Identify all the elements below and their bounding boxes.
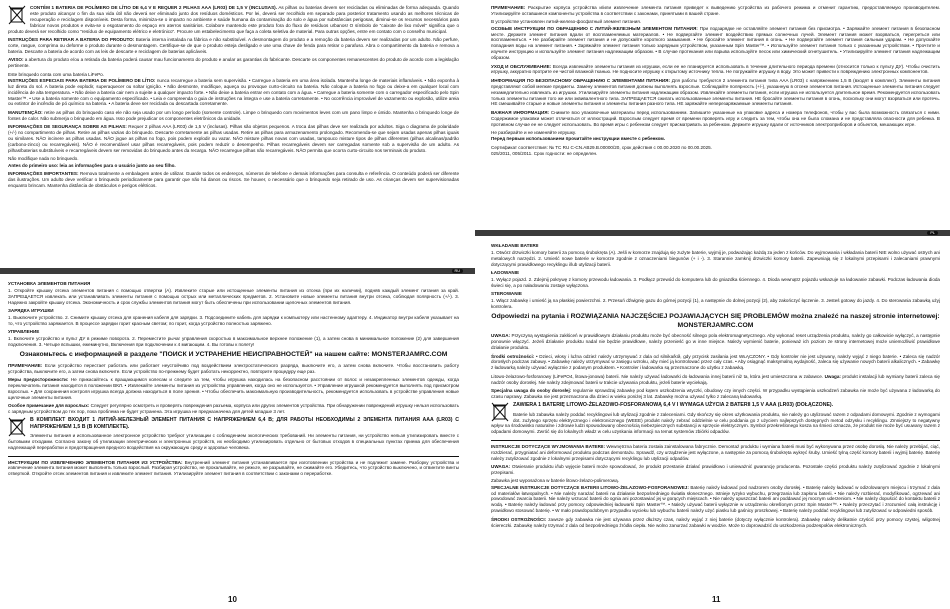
pt-batt-info-body: Requer 2 pilhas AAA (LR03) de 1,5 V (inclusas). Pilhas são objetos pequenos. A troca das pilhas deve ser realizada por adultos. Siga o diagrama de polaridade (+/-) no compartimento de pilhas. Retire as pilhas vazias do brinquedo. Descarte corretamente as pilhas usadas. Retire as pilhas para armazenamento prolongado. Recomenda-se que sejam usadas apenas pilhas iguais ou similares. NÃO incinere as pilhas usadas. NÃO jogue as pilhas no fogo, pois podem explodir ou vazar. NÃO misture pilhas novas com usadas, tampouco misture tipos de pilhas diferentes (pilhas alcalinas/padrão (carbono-zinco) ou recarregáveis). NÃO é recomendável usar pilhas recarregáveis, pois podem reduzir o desempenho. Pilhas recarregáveis devem ser carregadas somente sob a supervisão de um adulto. As pilhas/baterias substituíveis e recarregáveis devem ser removidas do brinquedo antes da recarga. NÃO recarregue pilhas não recarregáveis. NÃO permita que ocorra curto-circuito nos terminais do produto. [8, 124, 459, 153]
ru-care-title: УХОД И ОБСЛУЖИВАНИЕ: [491, 63, 552, 69]
ru-cert: Сертификат соответствия: № ТС RU C-CN.AB29.B.00000/20, срок действия с 00.00.2020 по 00.00.2025. [491, 144, 712, 150]
ru-extract-body: Внутренний элемент питания устанавливается при изготовлении устройства и не подлежит замене. Разборку устройства и извлечение элемента питания может выполнять только взрослый. Разбирая устройство, не прокалывайте, не режьте, не разрывайте, не сжимайте его. Убедитесь, что устройство выключено, и отвинтите винты отверткой. Откройте отсек элементов питания и извлеките элемент питания. Утилизируйте элемент питания в соответствии с законами о переработке. [8, 459, 459, 477]
section-tab-pl: PL [927, 231, 938, 235]
ru-lithium-box [8, 417, 459, 456]
pl-special-title: Specjalna uwaga do osoby dorosłej: [491, 388, 572, 394]
pl-box-body: Baterie lub zabawka należy poddać recyklingowi lub utylizacji zgodnie z zaleceniami. Gdy skończy się okres użytkowania produktu, nie należy go utylizować razem z odpadami domowymi. Zgodnie z wymogami dot. zużytego sprzętu elektrycznego i elektronicznego (WEEE) produkt należy zebrać oddzielnie w celu poddania go z użyciem najlepszych dostępnych metod odzysku i recyklingu. Zmniejszy to negatywny wpływ na środowisko naturalne i zdrowie ludzi spowodowany obecnością niebezpiecznych substancji w sprzęcie elektrycznym. Symbol przekreślonego kosza na śmieci oznacza, że produkt nie może być usuwany razem z odpadami domowymi. Zwróć się do lokalnych władz w celu uzyskania informacji na temat systemów zbiórki odpadów. [491, 411, 940, 435]
pl-insert-body: 1. Otwórz drzwiczki komory baterii za pomocą śrubokręta (A). Jeśli w komorze znajdują się zużyte baterie, wyjmij je, podważając każdą za jeden z końców. Do wyjmowania i wkładania baterii NIE wolno używać ostrych ani metalowych narzędzi. 2. Umieść nowe baterie w komorze zgodnie z oznaczeniami biegunów (+ i -). 3. Starannie zamknij drzwiczki komory baterii. Zapewniają się z lokalnymi przepisami i zalecaniami prawnymi dotyczącymi prawidłowego recyklingu i/lub utylizacji baterii. [491, 249, 940, 267]
ru-section [8, 279, 459, 480]
pl-note-body: Przyczyną wystąpienia zakłóceń w prawidłowym działaniu produktu może być obecność silnego pola elektromagnetycznego. Aby wykonać reset urządzenia produktu, należy go całkowicie wyłączyć, a następnie ponownie włączyć. Jeżeli działanie produktu nadal nie będzie prawidłowe, należy przenieść go w inne miejsce. Należy wymienić baterie, ponieważ ich poziom ze strony internetowej może uniemożliwić prawidłowe działanie produktu. [491, 333, 941, 351]
pl-section [491, 241, 940, 531]
pt-intro-title: CONTÉM 1 BATERIA DE POLÍMERO DE LÍTIO DE 6,4 V E REQUER 2 PILHAS AAA (LR03) DE 1,5 V (INCLUSAS). [30, 5, 277, 10]
ru-lithium-body: Элементы питания и использованное электронное устройство требуют утилизации с соблюдением экологических требований. Ни элементы питания, ни устройство нельзя утилизировать вместе с бытовыми отходами. Согласно закону об утилизации электрических и электронных устройств, их необходимо утилизировать отдельно от бытовых отходов в специальных пунктах приема для обеспечения надлежащей переработки и предотвращения вредного воздействия на окружающую среду и здоровье человека. [8, 433, 459, 451]
page-number-right: 11 [712, 594, 721, 604]
pt-intro-body: As pilhas ou baterias devem ser recicladas ou eliminadas de forma adequada. Quando este produto alcançar o fim da sua vida útil não deverá ser eliminado junto dos resíduos domésticos. Por lei, deverá ser recolhido em separado para posterior tratamento usando as melhores técnicas de recuperação e reciclagem disponíveis. Desta forma, minimiza-se o impacto no ambiente e saúde humana da contaminação do solo e água por substâncias perigosas, diminui-se os recursos necessários para fabricar novos produtos e evita-se o esgotamento do espaço em aterros sanitários. Colabore mantendo este produto fora do fluxo de resíduos urbanos! O símbolo de "caixote de lixo móvel" significa que o produto deverá ser recolhido como "resíduo de equipamento elétrico e eletrónico". Procure um estabelecimento que faça a coleta seletiva de material. Para outras opções, entre em contato com o conselho municipal. [8, 5, 459, 34]
pl-lfp-title: Uwaga: [824, 373, 841, 379]
pl-safety-title: Środki ostrożności: [491, 353, 535, 359]
ru-charge-title: ЗАРЯДКА ИГРУШКИ [8, 308, 54, 314]
ru-control-body: 1. Включите устройство и пульт ДУ в режиме поворота. 2. Переместите рычаг управления скоростью в максимальное верхнее положение (1), а затем снова в минимальное положение (2) для завершения подключения. 3. Четыре вспышки, ежеминутно, Включения при подключении к 4 мигающим. 4. Вы готовы к полету! [8, 336, 459, 348]
ru-dates: 025/2011, 005/2011. Срок годности: не определен. [491, 151, 598, 157]
wheelie-bin-icon [491, 402, 509, 422]
pl-lipo-body: Baterię należy ładować pod nadzorem osoby dorosłej. • Baterię należy ładować w odizolowanym miejscu i trzymać z dala od materiałów łatwopalnych. • Nie należy narażać baterii na działanie bezpośredniego światła słonecznego. Istnieje ryzyko wybuchu, przegrzania lub zapłonu baterii. • Nie należy rozbierać, modyfikować, ogrzewać ani powodować zwarcia baterii. Nie należy wrzucać baterii do ognia ani pozostawiać jej w gorących miejscach. • Nie należy upuszczać baterii ani poddawać jej mocnym uderzeniom. • Nie należy dopuścić do kontaktu baterii z wodą. • Baterię należy ładować przy pomocy odpowiedniej ładowarki Spin Master™. • Należy używać baterii wyłącznie w urządzeniu określonym przez Spin Master™. • Należy przeczytać i zrozumieć całą instrukcję i prawidłowo stosować baterię. • W mało prawdopodobnym przypadku wycieku lub wybuchu baterii należy użyć piasku lub gaśnicy proszkowej. • Baterię należy poddać recyklingowi lub zutylizować w odpowiedni sposób. [491, 484, 940, 514]
ru-care-body: Всегда извлекайте элементы питания из игрушки, если ее не планируется использовать в течение длительного периода времени (относится только к пульту ДУ). Чтобы очистить игрушку, аккуратно протрите ее чистой влажной тканью. Не подносите игрушку к открытому источнику тепла. Не погружайте игрушку в воду. Это может привести к повреждению электронных компонентов. [491, 63, 940, 75]
pl-safety-body: • Dzieci, włosy i luźna odzież należy utrzymywać z dala od silnika/kół, gdy przycisk zasilania jest WŁĄCZONY. • Gdy kontroler nie jest używany, należy wyjąć z niego baterie. • Zaleca się nadzór dorosłych podczas zabawy. • Zabawkę należy utrzymywać w zasięgu wzroku, aby mieć ją kontrolować przez cały czas. • Aby osiągnąć maksymalną wydajność, zaleca się używanie nowych baterii alkalicznych. • Zabawkę z ładowarką należy używać wyłącznie z podanym produktem. • Kontroler i ładowarka są przeznaczone do użytku z zabawką. [491, 353, 940, 371]
pl-charge-body: 1. Wyłącz pojazd. 2. Zdejmij pokrywę z komory przewodu ładowania. 3. Podłącz przewód do komputera lub do gniazdka ściennego. 4. Dioda wewnątrz pojazdu wskazuje na ładowanie zabawki. Podczas ładowania dioda świeci się, a po naładowaniu zostaje wyłączona. [491, 276, 940, 288]
pl-steer-body: 1. Włącz zabawkę i umieść ją na płaskiej powierzchni. 2. Przesuń dźwignię gazu do górnej pozycji (1), a następnie do dolnej pozycji (2), aby zakończyć łączenie. 3. Jesteś gotowy do jazdy. 4. Do sterowania zabawką użyj kontrolera. [491, 298, 940, 310]
page-right [475, 0, 950, 609]
pt-maint-title: MANUTENÇÃO: [8, 109, 43, 115]
pl-box-title: ZAWIERA 1 BATERIĘ LITOWO-ŻELAZOWO-FOSFORANOWĄ 6,4 V I WYMAGA UŻYCIA 2 BATERII 1,5 V AAA (LR03) (DOŁĄCZONE). [513, 402, 834, 409]
pl-website-line: Odpowiedzi na pytania i ROZWIĄZANIA NAJCZĘŚCIEJ POJAWIAJĄCYCH SIĘ PROBLEMÓW można znaleźć na naszej stronie internetowej: MONSTERJAMRC.COM [491, 312, 940, 329]
ru-control-title: УПРАВЛЕНИЕ [8, 329, 40, 335]
pl-lfp-body: produkt instalacji lub wymiany baterii zaleca się nadzór osoby dorosłej. Nie należy zdejmować baterii w trakcie używania produktu, jeżeli baterie wyciekają. [491, 373, 940, 385]
pt-remove-body: Bateria interna instalada na fábrica e não substituível. A desmontagem do produto e a remoção da bateria devem ser realizadas por um adulto. Não perfure, corte, rasgue, comprima ou deforme o produto durante o desmontagem. Certifique-se de que o produto esteja desligado e use uma chave de fenda para retirar o parafuso. Abra o compartimento da bateria e remova a bateria. Descarte a bateria de acordo com as leis de descarte e reciclagem de baterias aplicáveis. [8, 36, 460, 54]
page-number-left: 10 [228, 594, 237, 604]
ru-contains: В устройстве установлен литий-железо-фосфатный элемент питания. [491, 19, 641, 25]
ru-extract-title: ИНСТРУКЦИИ ПО ИЗВЛЕЧЕНИЮ ЭЛЕМЕНТОВ ПИТАНИЯ ИЗ УСТРОЙСТВА: [8, 459, 183, 465]
ru-warn-body: Снимите всю упаковочные материалы перед использованием. Запишите указанные на упаковке адреса и номера телефонов, чтобы у вас была возможность связаться с ними. Содержимое упаковки может отличаться от иллюстраций. Взрослым следует время от времени проверять игру и следить за тем, чтобы она не была сломана и не представляла опасности для ребенка. В противном случае ее не следует использовать. Во время игры с ребенком следует присматривать за ребенком. Держите игрушку вдали от источников электроприборов и объектов, мешающих игре. [491, 109, 940, 127]
pl-care-title: ŚRODKI OSTROŻNOŚCI: [491, 516, 547, 522]
section-bar-ru [0, 268, 475, 274]
ru-adult-body: Следует регулярно осмотреть и проверять повреждения разъема, корпуса или других элементов устройства. При обнаружении повреждений игрушку нельзя использовать с зарядным устройством до тех пор, пока проблема не будет устранена. Эта игрушка не предназначена для детей младше 3 лет. [8, 403, 459, 414]
ru-lithium-title: В КОМПЛЕКТ ВХОДИТ 1 ЛИТИЙ-ЖЕЛЕЗНЫЙ ЭЛЕМЕНТ ПИТАНИЯ С НАПРЯЖЕНИЕМ 6,4 В; ДЛЯ РАБОТЫ НЕОБХОДИМЫ 2 ЭЛЕМЕНТА ПИТАНИЯ AAA (LR03) С НАПРЯЖЕНИЕМ 1,5 В (В КОМПЛЕКТЕ). [30, 417, 459, 431]
ru-install-body: 1. Откройте крышку отсека элементов питания с помощью отвертки (A). Извлеките старые или истощенные элементы питания из отсека (при их наличии), подняв каждый элемент питания за край. ЗАПРЕЩАЕТСЯ извлекать или устанавливать элементы питания с помощью острых или металлических предметов. 2. Установите новые элементы питания внутри отсека, соблюдая полярность (+/-). 3. Надежно закройте крышку отсека. Экономичность и срок службы элементов питания могут быть обеспечены при использовании щелочных элементов питания. [8, 287, 459, 305]
ru-safety-body: Не прикасайтесь к вращающимся колесам и следите за тем, чтобы игрушка находилась на безопасном расстоянии от волос и незакрепленных элементов одежды, когда переключатель питания находится в положении ВКЛ. • Извлекайте элементы питания из устройства управления, когда оно не используется. • Управление игрушкой рекомендуется выполнять под присмотром взрослых. • Для сохранения контроля игрушка всегда должна находиться в поле зрения. • Чтобы обеспечить максимальную производительность, рекомендуется использовать в устройстве управления новые щелочные элементы питания. [8, 376, 459, 400]
ru-special-title: ОСОБЫЕ ИНСТРУКЦИИ ПО ОБРАЩЕНИЮ С ЛИТИЙ-ЖЕЛЕЗНЫМ ЭЛЕМЕНТОМ ПИТАНИЯ: [491, 25, 698, 31]
pl-extract-body: Wewnętrzna bateria została zainstalowana fabrycznie. Demontaż produktu i wymiana baterii musi być wykonywana przez osobę dorosłą. Nie należy przebijać, ciąć, rozdzierać, przygniatać ani deformować produktu podczas demontażu. Sprawdź, czy urządzenie jest wyłączone, a następnie za pomocą śrubokręta wykręć śruby. Umieść tylną część komory baterii i wyjmij baterię. Baterię należy zutylizować zgodnie z lokalnymi przepisami dotyczącymi recyklingu lub utylizacji odpadów. [491, 443, 941, 461]
ru-note2-title: ПРИМЕЧАНИЕ: [491, 5, 526, 10]
ru-continued-section [491, 5, 940, 160]
pt-important-body: Remova totalmente a embalagem antes de utilizar. Guarde todos os endereços, números de telefone e demais informações para consulta e referência. O conteúdo poderá ser diferente das ilustrações. Um adulto deve verificar o brinquedo periodicamente para garantir que não há danos ou riscos. Se houver, o necessário que o brinquedo seja retirado de uso. As crianças devem ser supervisionadas enquanto brincam. Mantenha distância de obstáculos e perigos elétricos. [8, 171, 459, 188]
pt-first-use: Antes do primeiro uso: leia as informações para o usuário junto ao seu filho. [8, 162, 176, 168]
pl-extract-title: INSTRUKCJE DOTYCZĄCE WYJMOWANIA BATERII: [491, 443, 605, 449]
wheelie-bin-icon [8, 5, 26, 25]
pt-lipo-title: INSTRUÇÕES ESPECIAIS PARA BATERIA DE POLÍMERO DE LÍTIO: [8, 77, 156, 83]
ru-note-body: Если устройство перестает работать или работает неустойчиво под воздействием электростатического разряда, выключите его, а затем снова включите. Чтобы восстановить работу устройства, выключите его, а затем снова включите. Если устройство по-прежнему будет работать некорректно, повторите процедуру еще раз. [8, 362, 460, 374]
section-tab-ru: RU [452, 269, 463, 273]
ru-special-body: При подзарядке не оставляйте элемент питания без присмотра. • Заряжайте элемент питания в безопасном месте. Держите элемент питания вдали от воспламеняемых материалов. • Не подвергайте элемент воздействию прямых солнечных лучей. Элемент питания может взорваться, перегреться или воспламениться. • Не разбирайте элемент питания и не допускайте короткого замыкания. • Не бросайте элемент питания в огонь. • Не подвергайте элемент питания сильным ударам. • Не допускайте попадания воды на элемент питания. • Заряжайте элемент питания только зарядным устройством, указанным Spin Master™. • Используйте элемент питания только с указанным устройством. • Прочтите и изучите инструкцию и используйте элемент питания надлежащим образом. • В случае протекания или взрыва используйте песок или химический огнетушитель. • Утилизируйте элемент питания надлежащим образом. [491, 25, 940, 61]
pt-battery-type: Este brinquedo conta com uma bateria LiFePo. [8, 71, 105, 77]
pl-note-title: UWAGA: [491, 333, 511, 339]
pt-warning-title: AVISO: [8, 57, 24, 63]
pt-not-modify: Não modifique nada no brinquedo. [8, 156, 79, 162]
ru-not-modify: Не разбирайте и не изменяйте игрушку. [491, 130, 576, 136]
pl-warn-title: UWAGA: [491, 464, 511, 469]
ru-charge-body: 1. Выключите устройство. 2. Снимите крышку отсека для хранения кабеля для зарядки. 3. Подсоедините кабель для зарядки к компьютеру или настенному адаптеру. 4. Индикатор внутри кабеля указывает на то, что устройство заряжается. В процессе зарядки горит красным светом; по горит, когда устройство полностью заряжено. [8, 314, 459, 326]
pl-special-body: regularnie sprawdzaj zabawkę pod kątem uszkodzenia wtyczki, obudowy czy innych części. W przypadku wystąpienia uszkodzeń zabawka nie może być używana z ładowarką do czasu naprawy. Zabawka nie jest przeznaczona dla dzieci w wieku poniżej 3 lat. Zabawkę można używać tylko z zalecaną ładowarką. [491, 388, 940, 399]
pt-important-title: INFORMAÇÕES IMPORTANTES: [8, 171, 79, 177]
pl-lipo-title: SPECJALNE INSTRUKCJE DOTYCZĄCE BATERII LITOWO-ŻELAZOWO-FOSFORANOWEJ: [491, 484, 689, 490]
pl-lfp-line: Litowo-żelazowo-fosforanowy (LiFePO4, litowa-jonowa) baterii. Nie należy używać ładowarki do ładowania innej baterii niż ta, która jest umieszczona w zabawce. [491, 373, 824, 379]
pl-insert-title: WKŁADANIE BATERII [491, 243, 539, 248]
ru-note2-body: Раскрытие корпуса устройства и/или извлечение элемента питания приведет к выведению устройства из рабочего режима и отменит гарантию, предоставляемую производителем. Утилизируйте оставшиеся компоненты устройства в соответствии с законами, принятыми в вашей стране. [491, 5, 941, 16]
pl-lithium-box [491, 402, 940, 440]
pl-care-body: zawsze gdy zabawka nie jest używana przez dłuższy czas, należy wyjąć z niej baterie (dotyczy wyłącznie kontrolera). Zabawkę należy delikatnie czyścić przy pomocy czystej, wilgotnej ściereczki. Zabawkę należy trzymać z dala od bezpośredniego źródła ciepła. Nie wolno zanurzać zabawki w wodzie. Może to doprowadzić do uszkodzenia podzespołów elektronicznych. [491, 516, 940, 528]
pl-steer-title: STEROWANIE [491, 291, 522, 297]
ru-info-body: Для работы требуются 2 элемента питания типа AAA (LR03) с напряжением 1,5 В (входят в комплект). Элементы питания представляют собой мелкие предметы. Замену элементов питания должны выполнять взрослые. Соблюдайте полярность (+/-), указанную в отсеке элементов питания. Истощенные элементы питания следует незамедлительно извлекать из игрушки. Утилизируйте элементы питания надлежащим образом. Извлекайте элементы питания, если игрушка не используется длительное время. Рекомендуется использовать только элементы питания того же или эквивалентного типа. ЗАПРЕЩАЕТСЯ сжигать использованные элементы питания. НЕ бросайте элементы питания в огонь, поскольку они могут взорваться или протечь. НЕ смешивайте старые и новые элементы питания и элементы питания разного типа. НЕ заряжайте неперезаряжаемые элементы питания. [491, 77, 941, 107]
ru-warn-title: ВАЖНАЯ ИНФОРМАЦИЯ: [491, 109, 550, 115]
ru-install-title: УСТАНОВКА ЭЛЕМЕНТОВ ПИТАНИЯ [8, 281, 91, 286]
pl-warn-body: Otwieranie produktu i/lub wyjęcie baterii może spowodować, że produkt przestanie działać prawidłowo i unieważnić gwarancję producenta. Pozostałe części produktu należy zutylizować zgodnie z lokalnymi przepisami. [491, 464, 940, 475]
ru-website-line: Ознакомьтесь с информацией в разделе "ПОИСК И УСТРАНЕНИЕ НЕИСПРАВНОСТЕЙ" на нашем сайте: MONSTERJAMRC.COM [19, 350, 448, 358]
pl-contains: Zabawka jest wyposażona w baterie litowo-żelazo-polimerową. [491, 478, 619, 484]
pt-remove-title: INSTRUÇÕES PARA RETIRAR A BATERIA DO PRODUTO: [8, 36, 135, 42]
section-bar-pl [475, 230, 950, 236]
pt-maint-body: retire as pilhas do brinquedo caso ele não seja usado por um longo período (somente controle). Limpe o brinquedo com movimentos leves com um pano limpo e úmido. Mantenha o brinquedo longe de fontes de calor. Não submerja o brinquedo em água. Isso pode prejudicar os componentes eletrônicos da unidade. [8, 109, 459, 121]
ru-info-title: ИНФОРМАЦИЯ ПО БЕЗОПАСНОМУ ОБРАЩЕНИЮ С ЭЛЕМЕНТАМИ ПИТАНИЯ: [491, 77, 671, 83]
wheelie-bin-icon [8, 417, 26, 437]
pl-charge-title: ŁADOWANIE [491, 270, 520, 276]
pt-warning-body: a abertura do produto e/ou a retirada da bateria poderá causar mau funcionamento do produto e anular as garantias do fabricante. Descarte os componentes remanescentes do produto de acordo com a legislação pertinente. [8, 57, 459, 69]
pt-batt-info-title: INFORMAÇÕES DE SEGURANÇA SOBRE AS PILHAS: [8, 124, 127, 130]
ru-before-use: Перед первым использованием прочитайте инструкции вместе с ребенком. [491, 136, 666, 142]
pt-section [8, 5, 459, 191]
ru-adult-title: Особое примечание для взрослых: [8, 403, 90, 409]
ru-note-title: ПРИМЕЧАНИЕ: [8, 362, 43, 368]
pt-lipo-body: nunca recarregue a bateria sem supervisão. • Carregue a bateria em uma área isolada. Mantenha longe de materiais inflamáveis. • Não exponha à luz direta do sol. A bateria pode explodir, superaquecer ou soltar ignição. • Não desmonte, modifique, aqueça ou provoque curto-circuito na bateria. Não coloque a bateria no fogo ou deixe-a em qualquer local com incidência de alta temperatura. • Não deixe a bateria cair nem a sujeite a qualquer impacto forte. • Não deixe a bateria entrar em contato com a água. • Carregue a bateria somente com o carregador especificado pelo Spin Master™. • Use a bateria somente com o equipamento especificado. • Leia e compreenda o guia de instruções na íntegra e use a bateria corretamente. • No ocorrência improvável de vazamento ou explosão, utilize areia ou extintor de incêndio de pó químico na bateria. • A bateria deve ser reciclada ou descartada corretamente. [8, 77, 460, 107]
ru-safety-title: Меры предосторожности: [8, 376, 69, 382]
